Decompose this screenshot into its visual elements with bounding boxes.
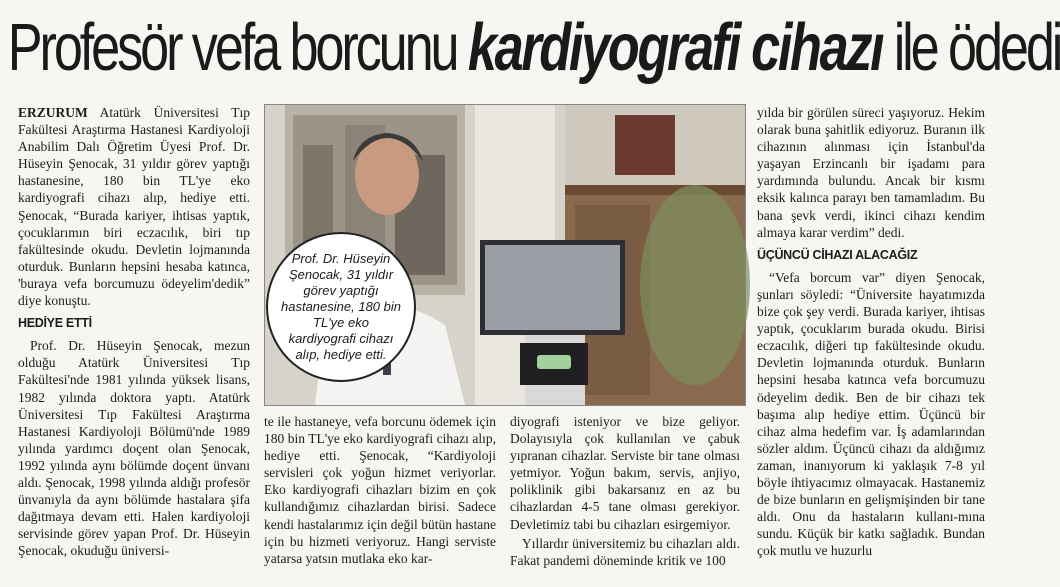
headline [0, 0, 1060, 96]
article-column-4 [757, 104, 985, 561]
column-1-body: Prof. Dr. Hüseyin Şenocak, mezun olduğu Atatürk Üniversitesi Tıp Fakültesi'nde 1981 yılında yüksek lisans, 1982 yılında doktora yaptı. Atatürk Üniversitesi Tıp Fakültesi Araştırma Hastanesi Kardiyoloji Bölümü'nde 1989 yılında yardımcı doçent olan Şenocak, 1992 yılında aynı bölümde doçent ünvanı aldı. Şenocak, 1998 yılında aldığı profesör ünvanıyla da aynı bölümde hastalara şifa dağıtmaya devam etti. Halen kardiyoloji servisinde görev yapan Prof. Dr. Hüseyin Şenocak, okuduğu üniversi- [18, 338, 250, 559]
article-column-3 [510, 413, 740, 571]
column-3-body-1: diyografi isteniyor ve bize geliyor. Dolayısıyla çok kullanılan ve çabuk yıpranan cihazlar. Serviste bir tane olması yetmiyor. Yoğun bakım, servis, anjiyo, poliklinik gibi bakarsanız en az bu cihazlardan 4-5 tane olması gerekiyor. Devletimiz tabi bu cihazları esirgemiyor. [510, 414, 740, 532]
column-2-body: te ile hastaneye, vefa borcunu ödemek için 180 bin TL'ye eko kardiyografi cihazı alıp, hediye etti. Şenocak, “Kardiyoloji servisleri çok yoğun hizmet veriyorlar. Eko kardiyografi cihazları bizim en çok kullandığımız cihazlardan birisi. Sadece kendi hastalarımız için değil bütün hastane için bu hizmeti veriyoruz. Hangi serviste yatarsa yatsın mutlaka eko kar- [264, 414, 496, 566]
headline-tail: ile ödedi [882, 10, 1060, 85]
photo-caption: Prof. Dr. Hüseyin Şenocak, 31 yıldır görev yaptığı hastanesine, 180 bin TL'ye eko kardiyografi cihazı alıp, hediye etti. [266, 232, 416, 382]
article-column-2 [264, 413, 496, 569]
article-column-1 [18, 104, 250, 561]
lead-paragraph [18, 104, 250, 309]
lead-text: Atatürk Üniversitesi Tıp Fakültesi Araştırma Hastanesi Kardiyoloji Anabilim Dalı Öğretim Üyesi Prof. Dr. Hüseyin Şenocak, 31 yıldır görev yaptığı hastanesine, 180 bin TL'ye eko kardiyografi cihazı alıp, hediye etti. Şenocak, “Burada kariyer, ihtisas yaptık, çocuklarımın biri eczacılık, biri tıp fakültesinde okudu. Devletin lojmanında oturduk. Bunların hepsini hesaba katınca, 'buraya vefa borcumuzu ödeyelim'dedik” diye konuştu. [18, 105, 250, 309]
column-4-top: yılda bir görülen süreci yaşıyoruz. Hekim olarak buna şahitlik ediyoruz. Buranın ilk cihazının alınması için İstanbul'da yaşayan Erzincanlı bir işadamı para yardımında bulundu. Ancak bir kısmı eksik kalınca parayı ben tamamladım. Bu bana şevk verdi, ikinci cihazı kendim almaya karar verdim” dedi. [757, 105, 985, 240]
dateline: ERZURUM [18, 105, 88, 120]
column-3-body-2: Yıllardır üniversitemiz bu cihazları aldı. Fakat pandemi döneminde kritik ve 100 [510, 535, 740, 568]
subhead-ucuncu-cihaz: ÜÇÜNCÜ CİHAZI ALACAĞIZ [757, 247, 918, 262]
headline-bold: kardiyografi cihazı [467, 10, 883, 85]
column-4-body: “Vefa borcum var” diyen Şenocak, şunları söyledi: “Üniversite hayatımızda bize çok şey verdi. Burada kariyer, ihtisas yaptık, çocuklarım burada okudu. Birisi eczacılık, diğeri tıp fakültesinde okudu. Devletin lojmanında oturduk. Bunların hepsini hesaba katınca vefa borcumuzu ödeyelim dedik. Ben de bir cihazı tek başıma alıp hediye ettim. Üçüncü bir cihaz alma hedefim var. İş adamlarından sözler aldım. Üçüncü cihazı da aldığımız zaman, inanıyorum ki yaklaşık 7-8 yıl böyle ihtiyacımız olmayacak. Hastanemiz de bize bunların en gelişmişinden bir tane aldı. Onu da hastaların kullanı-mına sundu. Küçük bir katkı sağladık. Bundan çok mutlu ve huzurlu [757, 269, 985, 559]
subhead-hediye-etti: HEDİYE ETTİ [18, 316, 92, 331]
headline-normal: Profesör vefa borcunu [7, 10, 468, 85]
